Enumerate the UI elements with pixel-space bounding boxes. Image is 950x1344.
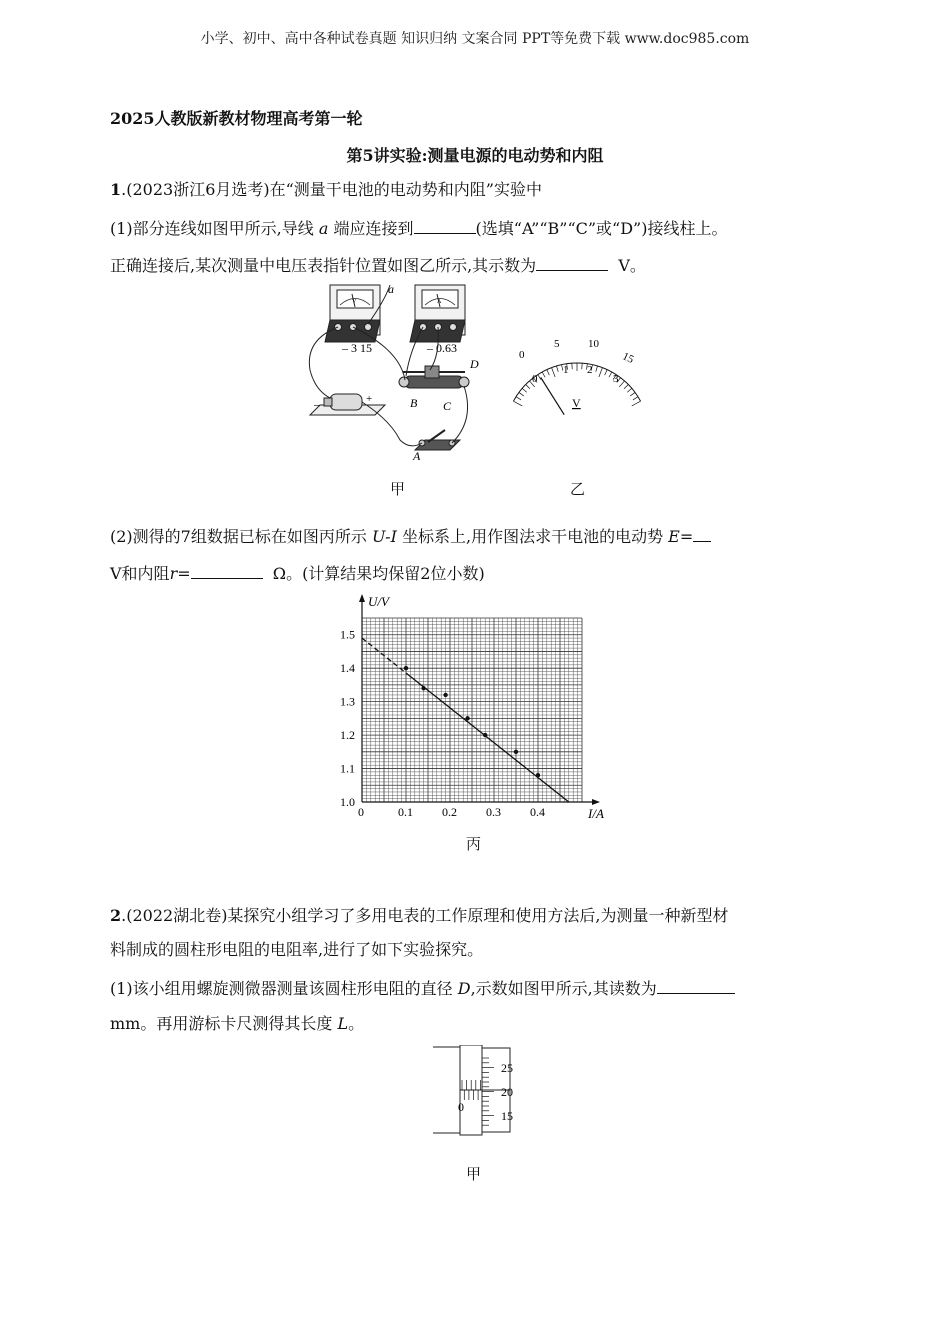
dial-label-bottom-0: 0 <box>532 373 538 385</box>
q2-part1-line2 <box>110 1014 364 1034</box>
q1-p1a-pre: (1)部分连线如图甲所示,导线 <box>110 219 314 238</box>
q1-p2a-pre: (2)测得的7组数据已标在如图丙所示 <box>110 527 367 546</box>
x-tick-label: 0 <box>358 805 364 819</box>
terminal-C: C <box>443 399 452 413</box>
q1-eq-r: = <box>177 564 191 583</box>
q2-source: .(2022湖北卷)某探究小组学习了多用电表的工作原理和使用方法后,为测量一种新型材 <box>121 906 729 925</box>
q1-eq-E: = <box>679 527 694 546</box>
y-axis-label: U/V <box>368 594 389 609</box>
ammeter-terminal-labels: – 0.63 <box>427 341 457 355</box>
q1-var-r: r <box>169 564 178 583</box>
ammeter <box>410 285 465 342</box>
fig-jia2-caption: 甲 <box>466 1165 482 1183</box>
q1-number: 1 <box>110 180 122 199</box>
q1-p1a-mid: 端应连接到 <box>333 219 414 238</box>
dial-tick <box>630 392 635 396</box>
q1-var-a: a <box>318 219 329 238</box>
micrometer-zero-label: 0 <box>458 1100 464 1114</box>
q2-p1a-post: ,示数如图甲所示,其读数为 <box>470 979 657 998</box>
dial-label-bottom-1: 1 <box>563 364 569 376</box>
dial-tick <box>519 392 524 396</box>
data-point <box>483 733 487 737</box>
x-axis-arrow <box>592 799 600 805</box>
dial-label-bottom-3: 3 <box>613 373 619 385</box>
voltmeter <box>325 285 380 342</box>
data-point <box>536 773 540 777</box>
dial-unit: V <box>572 396 581 410</box>
dial-tick <box>538 375 541 380</box>
data-point <box>404 666 408 670</box>
q1-p1a-post: (选填“A”“B”“C”或“D”)接线柱上。 <box>475 219 728 238</box>
dial-tick <box>633 397 638 400</box>
battery <box>310 394 385 415</box>
terminal-D: D <box>470 357 479 371</box>
dial-tick <box>624 385 628 389</box>
answer-blank-voltage[interactable] <box>536 254 608 271</box>
y-tick-label: 1.3 <box>340 694 355 709</box>
terminal-B: B <box>410 396 418 410</box>
battery-plus: + <box>366 393 373 405</box>
q1-p1b-post: V。 <box>618 256 646 275</box>
q2-p1a-pre: (1)该小组用螺旋测微器测量该圆柱形电阻的直径 <box>110 979 453 998</box>
q2-part1-line1 <box>110 977 735 999</box>
dial-label-bottom-2: 2 <box>587 364 593 376</box>
dial-label-top-15: 15 <box>620 350 636 366</box>
dial-needle <box>541 377 564 414</box>
x-tick-label: 0.1 <box>398 805 413 819</box>
answer-blank-emf[interactable] <box>693 525 711 542</box>
ammeter-face-label: A <box>437 299 442 305</box>
dial-tick <box>522 388 527 392</box>
q2-number: 2 <box>110 906 122 925</box>
micrometer-label-25: 25 <box>501 1061 513 1075</box>
micrometer-label-20: 20 <box>501 1085 513 1099</box>
dial-tick <box>547 370 550 375</box>
q2-p1b-post: 。 <box>348 1014 365 1033</box>
chart-axes <box>359 594 600 805</box>
dial-tick <box>599 368 603 377</box>
answer-blank-terminal[interactable] <box>414 217 476 234</box>
terminal-A: A <box>413 449 421 460</box>
voltmeter-terminal-labels: – 3 15 <box>342 341 372 355</box>
data-point <box>443 693 447 697</box>
data-point <box>421 686 425 690</box>
micrometer-label-15: 15 <box>501 1109 513 1123</box>
dial-label-top-5: 5 <box>554 338 560 350</box>
dial-label-top-10: 10 <box>588 338 599 350</box>
answer-blank-diameter[interactable] <box>657 977 735 994</box>
q2-stem-line1 <box>110 906 729 926</box>
lesson-title: 第5讲实验:测量电源的电动势和内阻 <box>346 146 604 165</box>
page-header: 小学、初中、高中各种试卷真题 知识归纳 文案合同 PPT等免费下载 www.doc985.com <box>200 31 750 47</box>
answer-blank-resistance[interactable] <box>191 562 263 579</box>
y-axis-arrow <box>359 594 365 602</box>
dial-tick <box>557 366 559 372</box>
q1-p2b-post: Ω。(计算结果均保留2位小数) <box>272 564 485 583</box>
q1-part2-line1 <box>110 525 711 547</box>
q2-var-L: L <box>337 1014 349 1033</box>
y-tick-label: 1.0 <box>340 795 355 809</box>
circuit-figure <box>300 280 480 460</box>
q1-var-ui: U-I <box>371 527 397 546</box>
ui-chart <box>330 590 620 830</box>
dial-tick <box>542 372 545 377</box>
voltmeter-dial-figure <box>510 325 645 415</box>
dial-tick <box>526 385 530 389</box>
battery-minus: – <box>314 397 320 411</box>
data-point <box>465 716 469 720</box>
data-point <box>514 750 518 754</box>
q1-stem <box>110 180 542 200</box>
y-tick-label: 1.2 <box>340 728 355 743</box>
fig-yi-caption: 乙 <box>570 480 586 498</box>
q1-var-E: E <box>668 527 680 546</box>
voltmeter-face-label: V <box>352 299 357 305</box>
y-tick-label: 1.1 <box>340 761 355 776</box>
dial-tick <box>619 381 624 387</box>
dial-label-top-0: 0 <box>519 349 525 361</box>
dial-tick <box>627 388 632 392</box>
q1-p2b-pre: V和内阻 <box>110 564 170 583</box>
x-tick-label: 0.4 <box>530 805 545 819</box>
q1-part1-line1 <box>110 217 727 239</box>
x-tick-label: 0.2 <box>442 805 457 819</box>
x-axis-label: I/A <box>588 806 604 821</box>
wire-a-label: a <box>388 282 394 296</box>
q1-part1-line2 <box>110 254 646 276</box>
fit-line-solid <box>406 673 569 802</box>
q2-p1b-pre: mm。再用游标卡尺测得其长度 <box>110 1014 333 1033</box>
x-tick-label: 0.3 <box>486 805 501 819</box>
micrometer-figure <box>425 1045 555 1137</box>
dial-tick <box>609 372 612 377</box>
switch <box>415 430 460 450</box>
y-tick-label: 1.4 <box>340 661 355 676</box>
dial-tick <box>596 366 598 372</box>
fig-jia-caption: 甲 <box>390 480 406 498</box>
q2-var-D: D <box>457 979 471 998</box>
chart-grid <box>362 618 582 802</box>
book-title: 2025人教版新教材物理高考第一轮 <box>110 109 363 128</box>
dial-tick <box>605 370 608 375</box>
q1-p2a-mid: 坐标系上,用作图法求干电池的电动势 <box>401 527 664 546</box>
dial-tick <box>632 401 641 406</box>
fig-bing-caption: 丙 <box>466 835 482 853</box>
dial-tick <box>516 397 521 400</box>
q1-source: .(2023浙江6月选考)在“测量干电池的电动势和内阻”实验中 <box>121 180 542 199</box>
q1-part2-line2 <box>110 562 485 584</box>
rheostat <box>399 366 469 388</box>
q2-stem-line2: 料制成的圆柱形电阻的电阻率,进行了如下实验探究。 <box>110 940 484 959</box>
dial-tick <box>552 368 556 377</box>
q1-p1b-pre: 正确连接后,某次测量中电压表指针位置如图乙所示,其示数为 <box>110 256 537 275</box>
y-tick-label: 1.5 <box>340 627 355 642</box>
dial-tick <box>513 401 522 406</box>
